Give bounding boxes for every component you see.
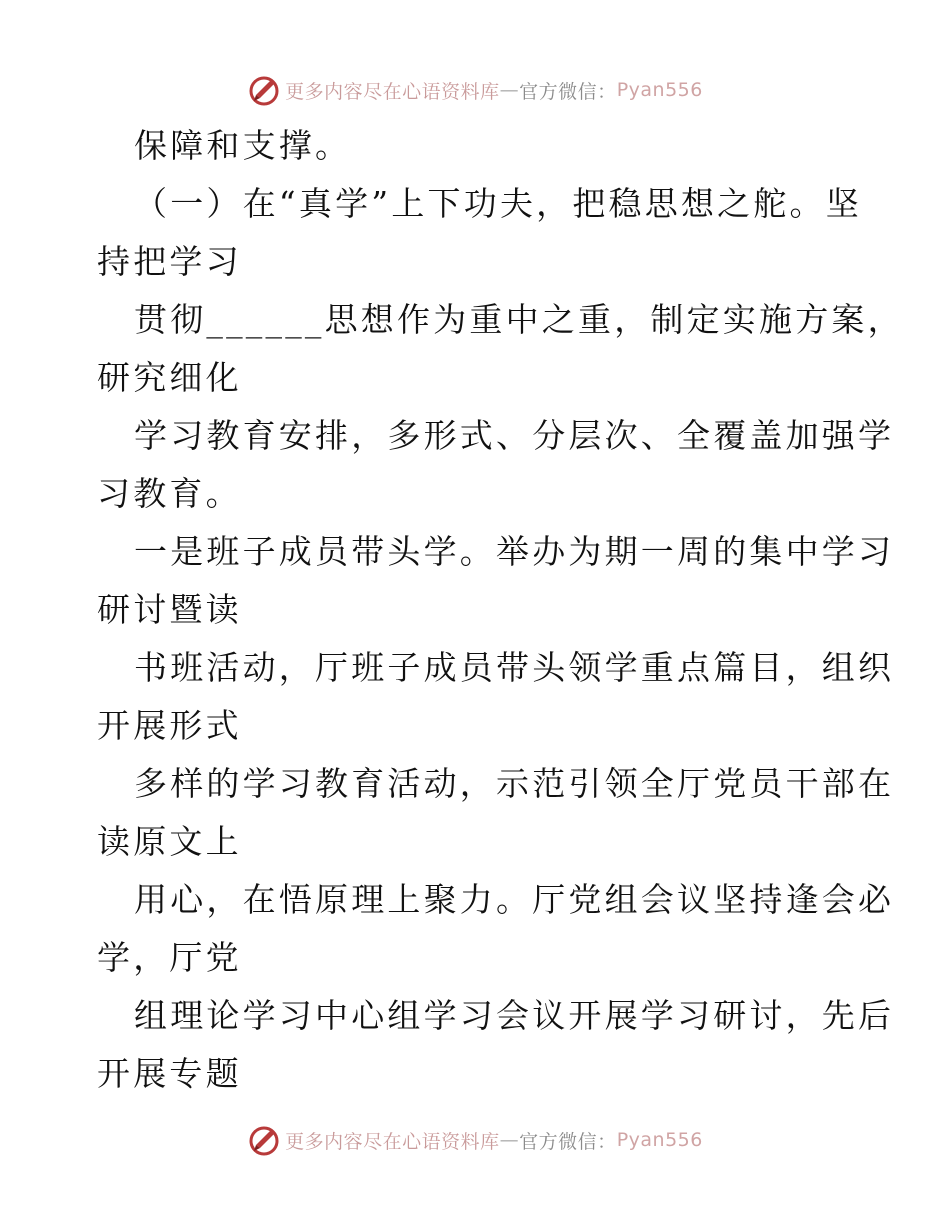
text-line: 持把学习 (97, 242, 242, 281)
banner-wechat-label: 官方微信： (519, 80, 617, 103)
text-line: 书班活动，厅班子成员带头领学重点篇目，组织 (134, 648, 895, 687)
text-line: 多样的学习教育活动，示范引领全厅党员干部在 (134, 764, 895, 803)
banner-separator: — (499, 1129, 520, 1151)
text-line: 一是班子成员带头学。举办为期一周的集中学习 (134, 532, 895, 571)
text-line: 保障和支撑。 (134, 126, 352, 165)
text-line: （一）在“真学”上下功夫，把稳思想之舵。坚 (134, 184, 862, 223)
brush-logo-icon (247, 1123, 281, 1157)
text-line: 用心，在悟原理上聚力。厅党组会议坚持逢会必 (134, 880, 895, 919)
text-line: 开展专题 (97, 1054, 242, 1093)
text-line: 研讨暨读 (97, 590, 242, 629)
text-line: 习教育。 (97, 474, 242, 513)
header-banner (0, 68, 950, 112)
text-line: 学习教育安排，多形式、分层次、全覆盖加强学 (134, 416, 895, 455)
text-line: 学，厅党 (97, 938, 242, 977)
banner-separator: — (499, 79, 520, 101)
banner-wechat-label: 官方微信： (519, 1130, 617, 1153)
text-line: 组理论学习中心组学习会议开展学习研讨，先后 (134, 996, 895, 1035)
banner-title: 更多内容尽在心语资料库 (285, 1130, 500, 1153)
text-line: 开展形式 (97, 706, 242, 745)
brush-logo-icon (247, 73, 281, 107)
text-line: 研究细化 (97, 358, 242, 397)
banner-wechat-id: Pyan556 (616, 1129, 703, 1151)
banner-wechat-id: Pyan556 (616, 79, 703, 101)
banner-title: 更多内容尽在心语资料库 (285, 80, 500, 103)
text-line: 贯彻______思想作为重中之重，制定实施方案， (134, 300, 904, 339)
footer-banner (0, 1118, 950, 1162)
text-line: 读原文上 (97, 822, 242, 861)
